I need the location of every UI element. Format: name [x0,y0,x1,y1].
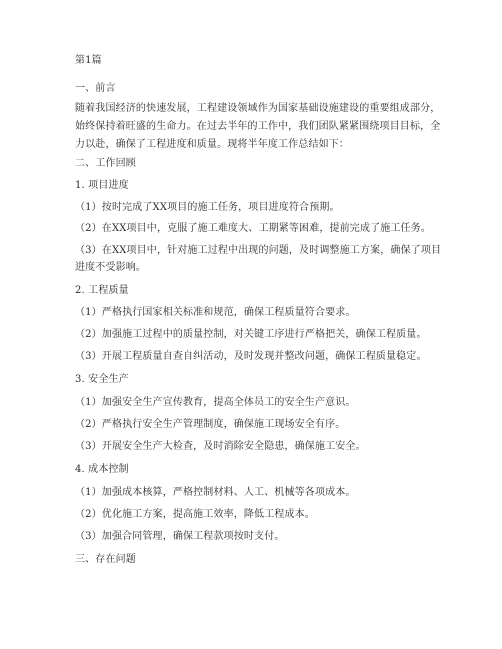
list-item: （3）开展工程质量自查自纠活动，及时发现并整改问题，确保工程质量稳定。 [75,351,427,362]
list-item: （3）加强合同管理，确保工程款项按时支付。 [75,531,285,542]
list-item-continuation: 进度不受影响。 [75,262,147,273]
list-item: （2）优化施工方案，提高施工效率，降低工程成本。 [75,509,315,520]
section-title-problems: 三、存在问题 [75,554,136,565]
chapter-heading: 第1篇 [75,55,102,66]
section-title-preface: 一、前言 [75,83,116,94]
list-item: （1）按时完成了XX项目的施工任务，项目进度符合预期。 [75,202,340,213]
list-item: （2）在XX项目中，克服了施工难度大、工期紧等困难，提前完成了施工任务。 [75,223,431,234]
subsection-title-progress: 1. 项目进度 [75,180,129,191]
intro-paragraph-line: 随着我国经济的快速发展，工程建设领域作为国家基础设施建设的重要组成部分， [75,103,441,114]
section-title-review: 二、工作回顾 [75,158,136,169]
list-item: （3）开展安全生产大检查，及时消除安全隐患，确保施工安全。 [75,441,366,452]
intro-paragraph-line: 力以赴，确保了工程进度和质量。现将半年度工作总结如下： [75,139,350,150]
list-item: （1）加强成本核算，严格控制材料、人工、机械等各项成本。 [75,487,356,498]
subsection-title-safety: 3. 安全生产 [75,374,129,385]
subsection-title-cost: 4. 成本控制 [75,464,129,475]
list-item: （2）加强施工过程中的质量控制，对关键工序进行严格把关，确保工程质量。 [75,329,427,340]
list-item: （3）在XX项目中，针对施工过程中出现的问题，及时调整施工方案，确保了项目 [75,245,442,256]
subsection-title-quality: 2. 工程质量 [75,285,129,296]
list-item: （2）严格执行安全生产管理制度，确保施工现场安全有序。 [75,419,346,430]
list-item: （1）加强安全生产宣传教育，提高全体员工的安全生产意识。 [75,397,356,408]
intro-paragraph-line: 始终保持着旺盛的生命力。在过去半年的工作中，我们团队紧紧围绕项目目标，全 [75,121,441,132]
list-item: （1）严格执行国家相关标准和规范，确保工程质量符合要求。 [75,307,356,318]
